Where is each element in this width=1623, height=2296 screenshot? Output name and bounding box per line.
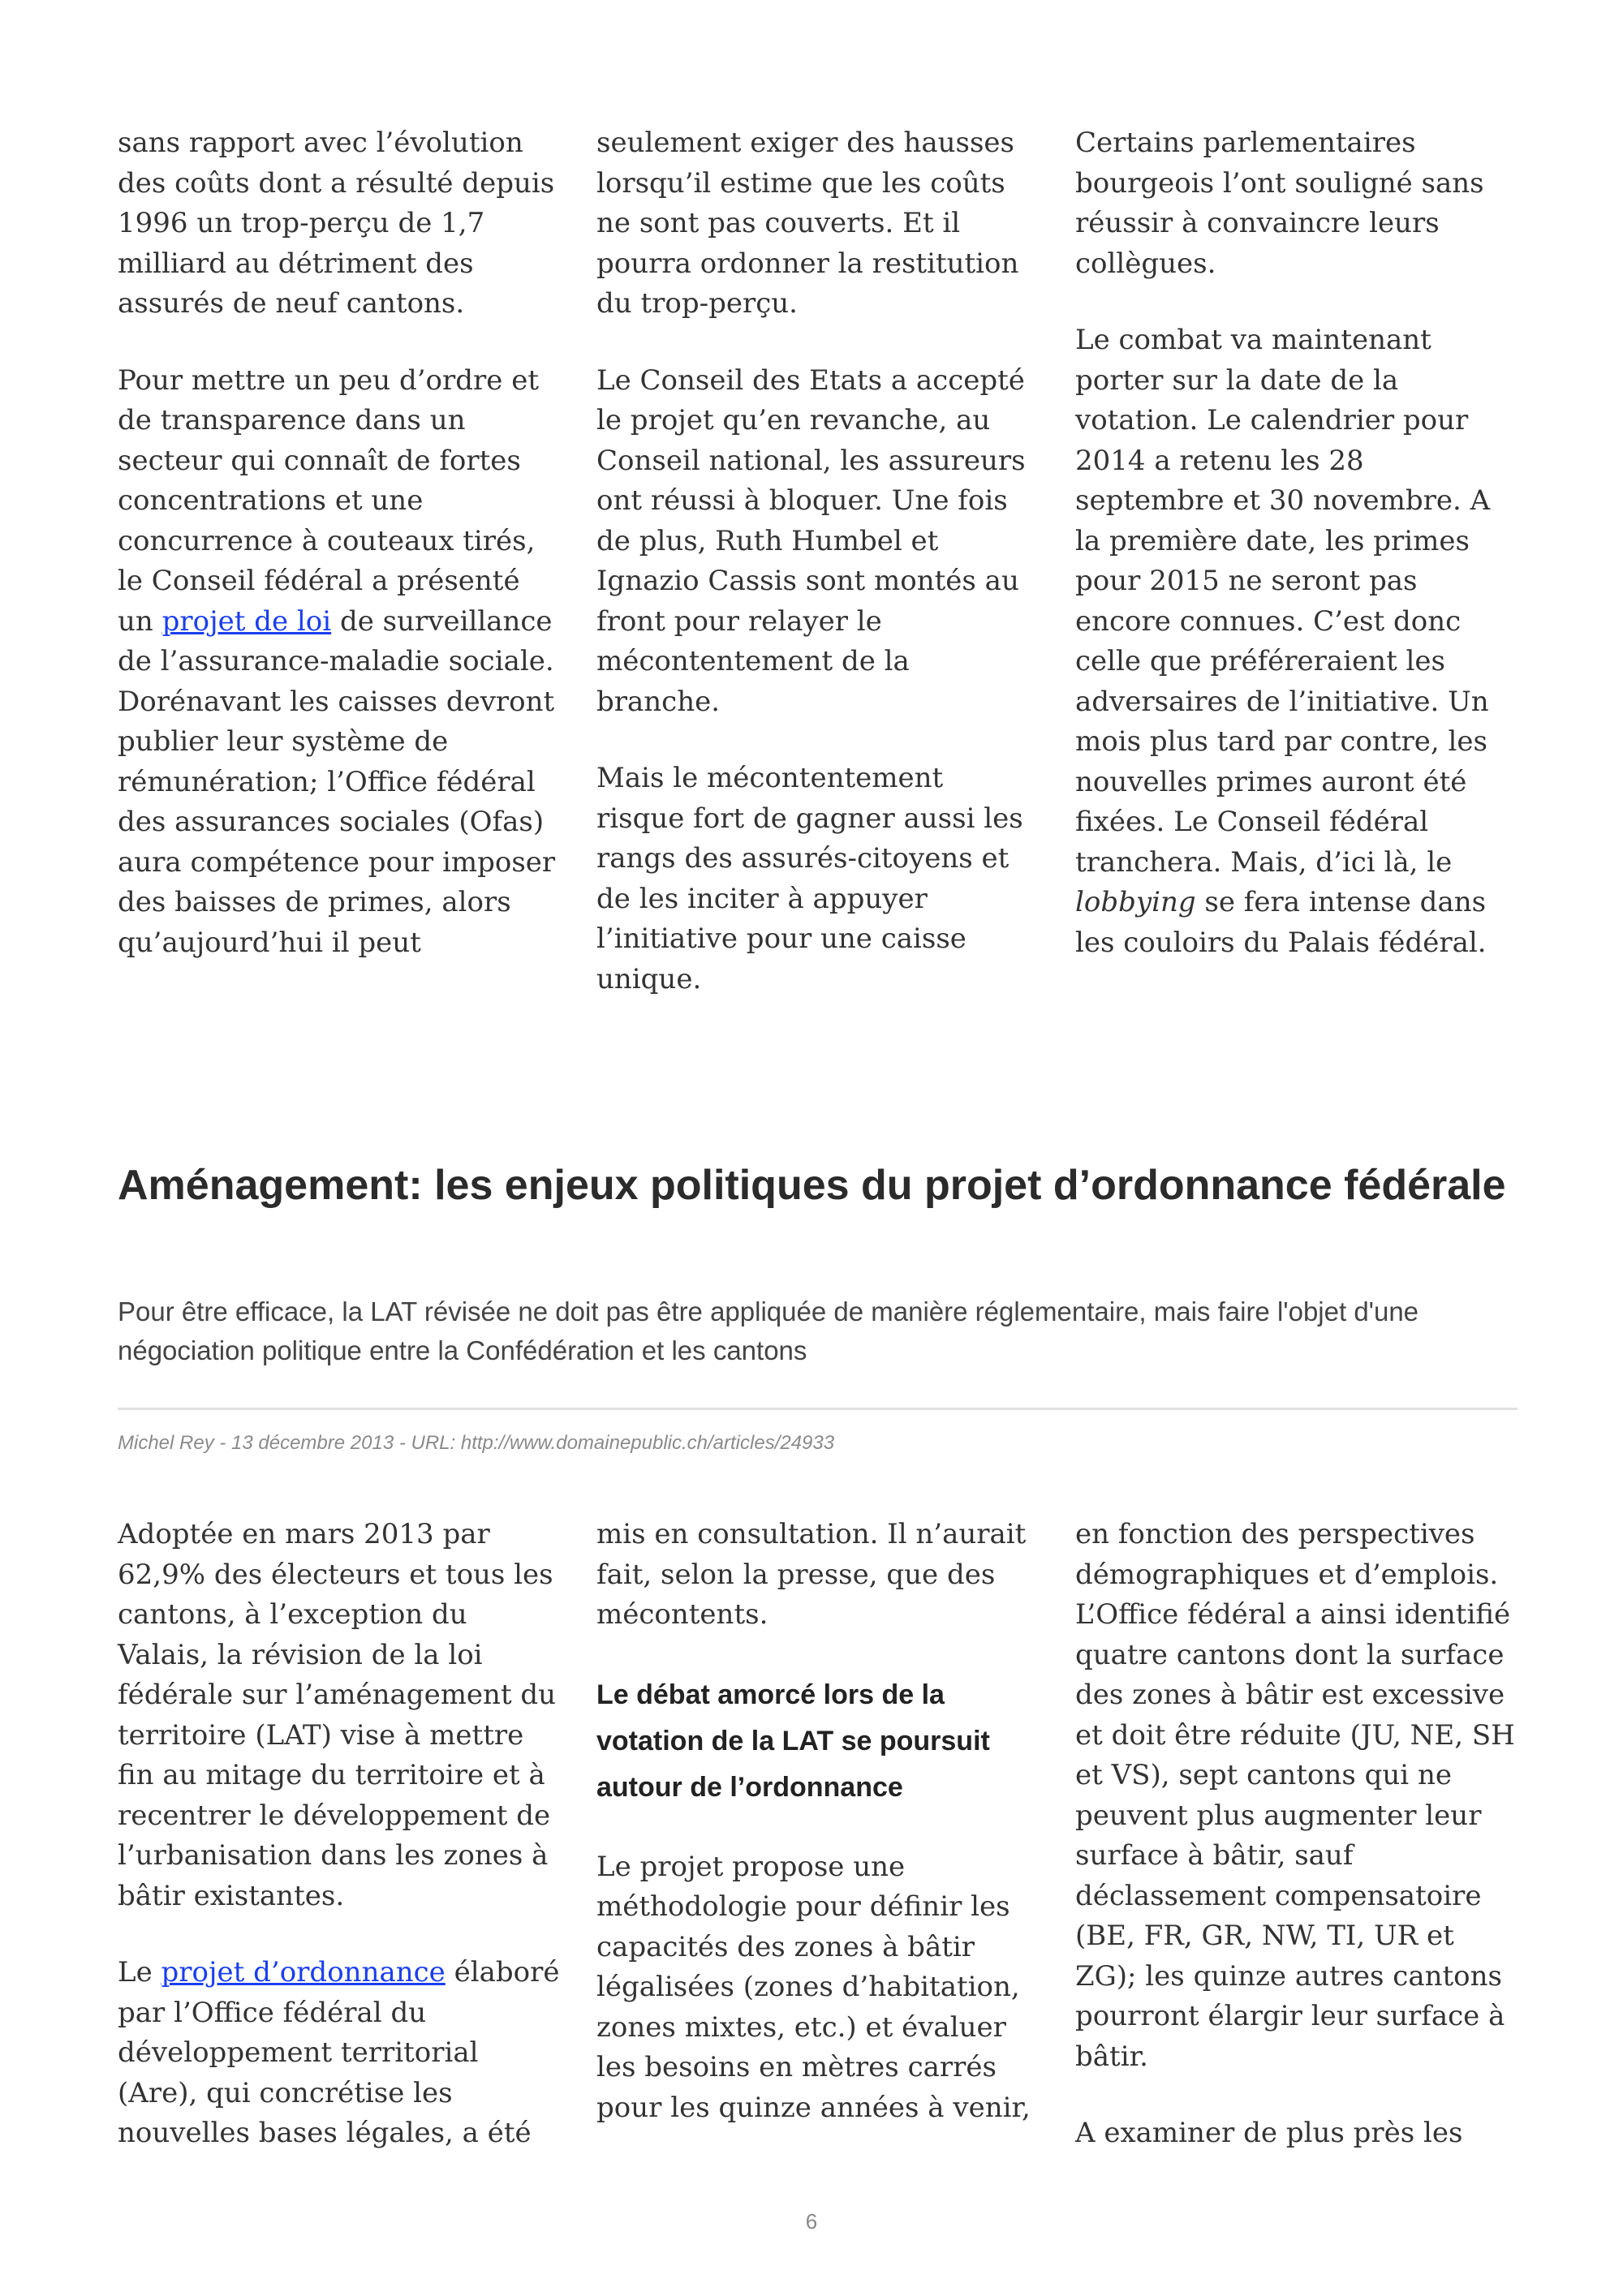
article-column-2 [596, 1515, 1039, 2128]
divider [118, 1408, 1518, 1410]
top-column-3 [1075, 123, 1518, 963]
projet-ordonnance-link[interactable]: projet d’ordonnance [161, 1956, 446, 1989]
top-column-2 [596, 123, 1039, 1000]
text-span: Le [118, 1956, 161, 1989]
article-meta: Michel Rey - 13 décembre 2013 - URL: http://www.domainepublic.ch/articles/24933 [118, 1432, 835, 1454]
paragraph: Mais le mécontentement risque fort de gagner aussi les rangs des assurés-citoyens et de les inciter à appuyer l’initiative pour une caisse unique. [596, 762, 1023, 995]
paragraph: A examiner de plus près les [1075, 2117, 1463, 2149]
italic-term: lobbying [1075, 886, 1196, 918]
article-title: Aménagement: les enjeux politiques du projet d’ordonnance fédérale [118, 1162, 1506, 1209]
paragraph: Le Conseil des Etats a accepté le projet qu’en revanche, au Conseil national, les assureurs ont réussi à bloquer. Une fois de plus, Ruth Humbel et Ignazio Cassis sont montés au front pour relayer le mécontentement de la branche. [596, 363, 1026, 718]
paragraph [1075, 320, 1518, 963]
page-number: 6 [805, 2209, 818, 2234]
article-column-1 [118, 1515, 560, 2154]
paragraph: sans rapport avec l’évolution des coûts dont a résulté depuis 1996 un trop-perçu de 1,7 milliard au détriment des assurés de neuf cantons. [118, 127, 555, 320]
paragraph: en fonction des perspectives démographiques et d’emplois. L’Office fédéral a ainsi identifié quatre cantons dont la surface des zones à bâtir est excessive et doit être réduite (JU, NE, SH et VS), sept cantons qui ne peuvent plus augmenter leur surface à bâtir, sauf déclassement compensatoire (BE, FR, GR, NW, TI, UR et ZG); les quinze autres cantons pourront élargir leur surface à bâtir. [1075, 1518, 1515, 2073]
paragraph [118, 361, 560, 964]
text-span: Pour mettre un peu d’ordre et de transparence dans un secteur qui connaît de fortes concentrations et une concurrence à couteaux tirés, le Conseil fédéral a présenté un [118, 363, 540, 638]
top-column-1 [118, 123, 560, 963]
text-span: élaboré par l’Office fédéral du développement territorial (Are), qui concrétise les nouvelles bases légales, a été [118, 1956, 560, 2149]
projet-de-loi-link[interactable]: projet de loi [161, 604, 332, 638]
paragraph: Certains parlementaires bourgeois l’ont souligné sans réussir à convaincre leurs collègues. [1075, 127, 1484, 280]
paragraph: Le projet propose une méthodologie pour définir les capacités des zones à bâtir légalisées (zones d’habitation, zones mixtes, etc.) et évaluer les besoins en mètres carrés pour les quinze années à venir, [596, 1850, 1031, 2124]
section-heading: Le débat amorcé lors de la votation de la LAT se poursuit autour de l’ordonnance [596, 1679, 990, 1803]
text-span: Le combat va maintenant porter sur la date de la votation. Le calendrier pour 2014 a retenu les 28 septembre et 30 novembre. A la première date, les primes pour 2015 ne seront pas encore connues. C’est donc celle que préféreraient les adversaires de l’initiative. Un mois plus tard par contre, les nouvelles primes auront été fixées. Le Conseil fédéral tranchera. Mais, d’ici là, le [1075, 324, 1491, 879]
paragraph: mis en consultation. Il n’aurait fait, selon la presse, que des mécontents. [596, 1518, 1027, 1631]
text-span: de surveillance de l’assurance-maladie sociale. Dorénavant les caisses devront publier leur système de rémunération; l’Office fédéral des assurances sociales (Ofas) aura compétence pour imposer des baisses de primes, alors qu’aujourd’hui il peut [118, 604, 556, 959]
paragraph [118, 1953, 560, 2154]
paragraph: seulement exiger des hausses lorsqu’il estime que les coûts ne sont pas couverts. Et il pourra ordonner la restitution du trop-perçu. [596, 127, 1019, 320]
article-subtitle: Pour être efficace, la LAT révisée ne doit pas être appliquée de manière réglementaire, mais faire l'objet d'une négociation politique entre la Confédération et les cantons [118, 1296, 1419, 1365]
article-column-3 [1075, 1515, 1518, 2154]
paragraph: Adoptée en mars 2013 par 62,9% des électeurs et tous les cantons, à l’exception du Valais, la révision de la loi fédérale sur l’aménagement du territoire (LAT) vise à mettre fin au mitage du territoire et à recentrer le développement de l’urbanisation dans les zones à bâtir existantes. [118, 1518, 557, 1912]
text-span: se fera intense dans les couloirs du Palais fédéral. [1075, 886, 1487, 959]
